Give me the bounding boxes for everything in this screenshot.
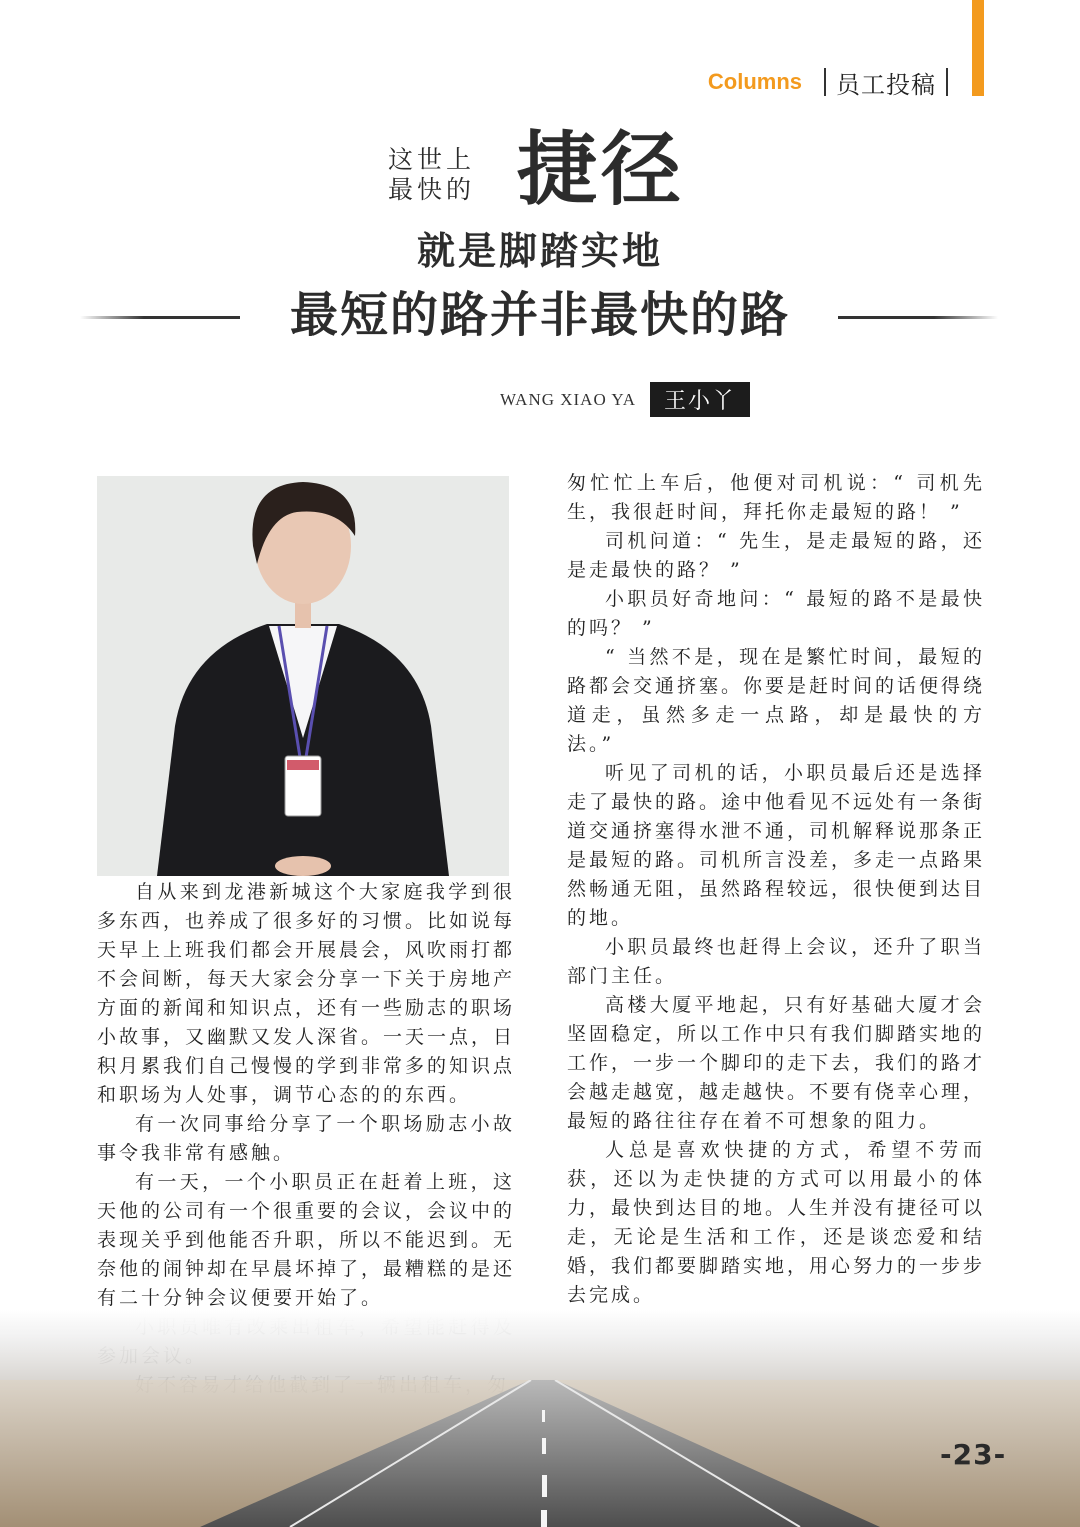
title-keyword: 捷径 [517,123,685,216]
paragraph: 听见了司机的话，小职员最后还是选择走了最快的路。途中他看见不远处有一条街道交通挤塞得水泄不通，司机解释说那条正是最短的路。司机所言没差，多走一点路果然畅通无阻，虽然路程较远，很快便到达目的地。 [567,762,986,929]
paragraph: 有一次同事给分享了一个职场励志小故事令我非常有感触。 [97,1113,515,1164]
article-column-right [567,469,985,1310]
page-number: -23- [940,1438,1007,1471]
author-name-en: WANG XIAO YA [500,389,637,409]
divider-bar [946,68,948,96]
road-landscape-image [0,1310,1080,1527]
paragraph-continued: 匆忙忙上车后，他便对司机说：“ 司机先生，我很赶时间，拜托你走最短的路！ ” [567,472,985,523]
page-title: 最短的路并非最快的路 [289,287,790,343]
section-label: 员工投稿 [836,70,936,99]
title-prefix-line2: 最快的 [388,175,476,204]
author-byline [500,382,750,417]
title-prefix [388,145,475,205]
title-subline: 就是脚踏实地 [416,229,663,273]
paragraph: 高楼大厦平地起，只有好基础大厦才会坚固稳定，所以工作中只有我们脚踏实地的工作，一步一个脚印的走下去，我们的路才会越走越宽，越走越快。不要有侥幸心理，最短的路往往存在着不可想象的阻力。 [567,994,986,1132]
portrait-illustration [97,476,509,876]
title-main-block [0,282,1080,348]
paragraph: 司机问道：“ 先生，是走最短的路，还是走最快的路？ ” [567,530,985,581]
paragraph: 小职员好奇地问：“ 最短的路不是最快的吗？ ” [567,588,985,639]
paragraph: 小职员最终也赶得上会议，还升了职当部门主任。 [567,936,985,987]
orange-corner-tab [972,0,984,96]
decorative-line-right [838,316,998,319]
section-header [708,62,958,102]
author-photo [97,476,509,876]
divider-bar [824,68,826,96]
title-prefix-line1: 这世上 [388,145,476,174]
paragraph: “ 当然不是，现在是繁忙时间，最短的路都会交通挤塞。你要是赶时间的话便得绕道走，虽然多走一点路，却是最快的方法。” [567,646,986,755]
paragraph: 有一天，一个小职员正在赶着上班，这天他的公司有一个很重要的会议，会议中的表现关乎到他能否升职，所以不能迟到。无奈他的闹钟却在早晨坏掉了，最糟糕的是还有二十分钟会议便要开始了。 [97,1171,516,1309]
author-name-cn: 王小丫 [650,382,750,417]
paragraph: 自从来到龙港新城这个大家庭我学到很多东西，也养成了很多好的习惯。比如说每天早上上班我们都会开展晨会，风吹雨打都不会间断，每天大家会分享一下关于房地产方面的新闻和知识点，还有一些励志的职场小故事，又幽默又发人深省。一天一点，日积月累我们自己慢慢的学到非常多的知识点和职场为人处事，调节心态的的东西。 [97,881,516,1106]
columns-label: Columns [707,69,802,94]
paragraph: 人总是喜欢快捷的方式，希望不劳而获，还以为走快捷的方式可以用最小的体力，最快到达目的地。人生并没有捷径可以走，无论是生活和工作，还是谈恋爱和结婚，我们都要脚踏实地，用心努力的一步步去完成。 [567,1139,986,1306]
